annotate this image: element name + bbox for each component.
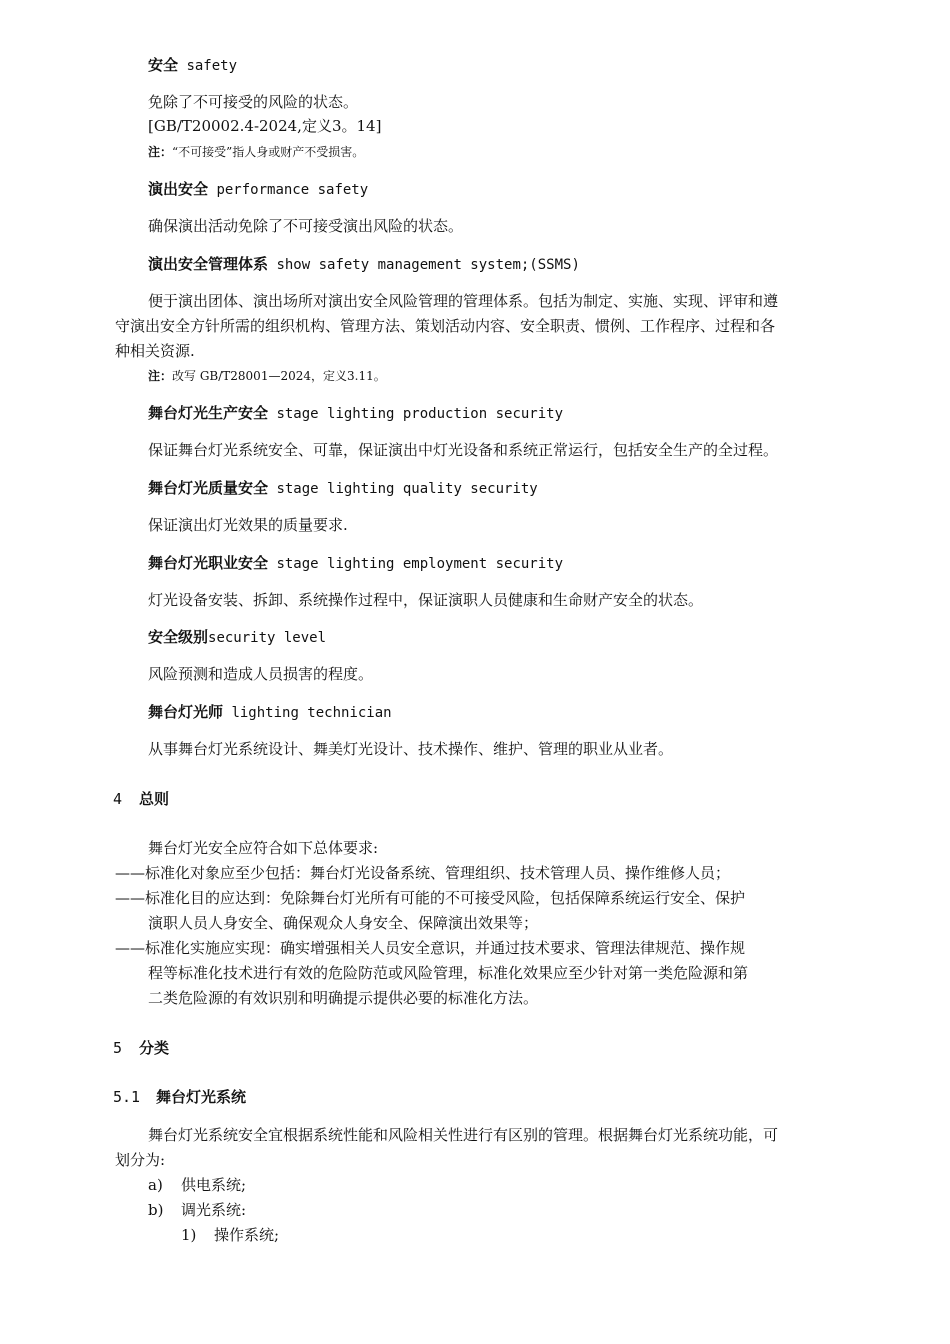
term-reference: [GB/T20002.4-2024,定义3。14]: [148, 117, 382, 135]
term-security-level: [148, 627, 326, 648]
list-item-continuation: 程等标准化技术进行有效的危险防范或风险管理，标准化效果应至少针对第一类危险源和第: [148, 964, 749, 982]
term-quality-security: [148, 478, 538, 499]
term-en: lighting technician: [223, 705, 392, 721]
term-definition: 从事舞台灯光系统设计、舞美灯光设计、技术操作、维护、管理的职业从业者。: [148, 740, 674, 758]
term-en: stage lighting employment security: [268, 556, 564, 572]
term-definition-line: 便于演出团体、演出场所对演出安全风险管理的管理体系。包括为制定、实施、实现、评审和遵: [148, 292, 779, 310]
term-en: security level: [208, 630, 327, 646]
term-en: performance safety: [208, 182, 369, 198]
term-cn: 舞台灯光师: [148, 703, 224, 721]
term-en: show safety management system;(SSMS): [268, 257, 580, 273]
section-4-heading: 4 总则: [113, 790, 170, 808]
term-cn: 演出安全: [148, 180, 209, 198]
term-cn: 舞台灯光生产安全: [148, 404, 269, 422]
term-note: 注：“不可接受”指人身或财产不受损害。: [148, 145, 365, 159]
list-item: a) 供电系统;: [148, 1176, 247, 1194]
section-5-1-para: 舞台灯光系统安全宜根据系统性能和风险相关性进行有区别的管理。根据舞台灯光系统功能，可: [148, 1126, 779, 1144]
section-5-1-heading: 5.1 舞台灯光系统: [113, 1088, 247, 1106]
term-en: stage lighting production security: [268, 406, 564, 422]
list-item: ——标准化实施应实现：确实增强相关人员安全意识，并通过技术要求、管理法律规范、操作规: [115, 939, 746, 957]
term-employment-security: [148, 553, 563, 574]
list-item-continuation: 二类危险源的有效识别和明确提示提供必要的标准化方法。: [148, 989, 539, 1007]
term-note: 注：改写 GB/T28001—2024，定义3.11。: [148, 369, 386, 383]
term-definition-line: 守演出安全方针所需的组织机构、管理方法、策划活动内容、安全职责、惯例、工作程序、过程和各: [115, 317, 776, 335]
list-item-continuation: 演职人员人身安全、确保观众人身安全、保障演出效果等；: [148, 914, 539, 932]
term-cn: 安全: [148, 56, 179, 74]
term-definition: 风险预测和造成人员损害的程度。: [148, 665, 374, 683]
section-5-heading: 5 分类: [113, 1039, 170, 1057]
term-definition: 保证舞台灯光系统安全、可靠，保证演出中灯光设备和系统正常运行，包括安全生产的全过程。: [148, 441, 779, 459]
term-definition: 灯光设备安装、拆卸、系统操作过程中，保证演职人员健康和生命财产安全的状态。: [148, 591, 704, 609]
term-en: stage lighting quality security: [268, 481, 538, 497]
list-item: ——标准化目的应达到：免除舞台灯光所有可能的不可接受风险，包括保障系统运行安全、保护: [115, 889, 746, 907]
term-definition: 免除了不可接受的风险的状态。: [148, 93, 359, 111]
section-5-1-para: 划分为:: [115, 1151, 166, 1169]
term-definition: 确保演出活动免除了不可接受演出风险的状态。: [148, 217, 464, 235]
term-definition: 保证演出灯光效果的质量要求.: [148, 516, 348, 534]
term-en: safety: [178, 58, 238, 74]
term-lighting-technician: [148, 702, 392, 723]
term-ssms: [148, 254, 580, 275]
sub-list-item: 1) 操作系统;: [181, 1226, 280, 1244]
term-cn: 演出安全管理体系: [148, 255, 269, 273]
list-item: ——标准化对象应至少包括：舞台灯光设备系统、管理组织、技术管理人员、操作维修人员；: [115, 864, 731, 882]
term-cn: 舞台灯光职业安全: [148, 554, 269, 572]
term-cn: 安全级别: [148, 628, 209, 646]
term-cn: 舞台灯光质量安全: [148, 479, 269, 497]
term-performance-safety: [148, 179, 368, 200]
term-production-security: [148, 403, 563, 424]
term-definition-line: 种相关资源.: [115, 342, 195, 360]
section-4-intro: 舞台灯光安全应符合如下总体要求:: [148, 839, 379, 857]
term-safety: [148, 55, 237, 76]
list-item: b) 调光系统:: [148, 1201, 247, 1219]
